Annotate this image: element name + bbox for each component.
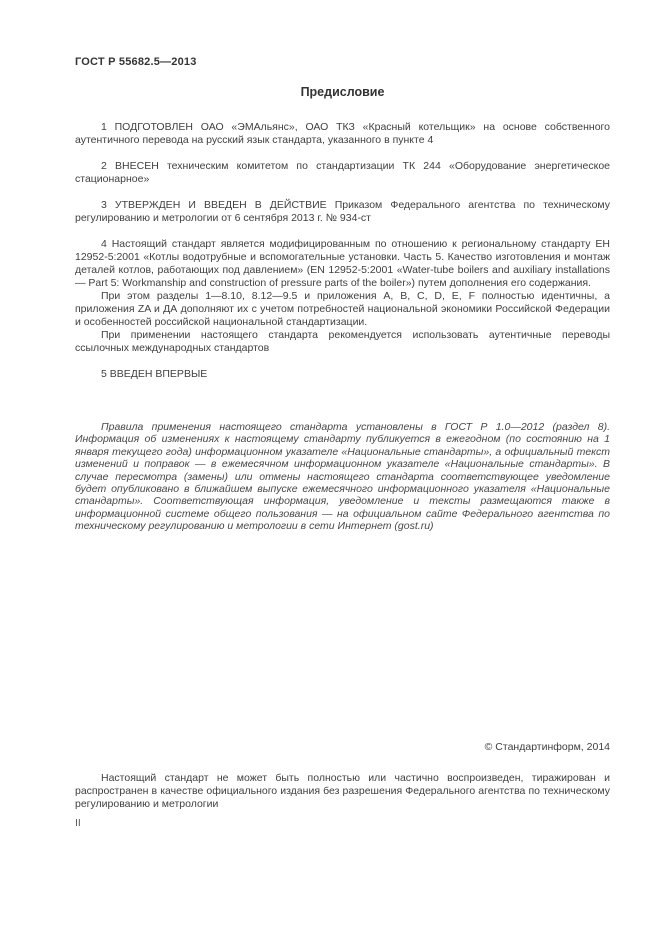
copyright-line: © Стандартинформ, 2014 bbox=[484, 740, 610, 753]
page-number: II bbox=[75, 816, 81, 829]
preface-item-4-continuation-1: При этом разделы 1—8.10, 8.12—9.5 и приложения A, B, C, D, E, F полностью идентичны, а приложения ZA и ДА дополняют их с учетом потребностей национальной экономики Российской Федерации и особенностей российской национальной стандартизации. bbox=[75, 290, 610, 328]
reproduction-restriction: Настоящий стандарт не может быть полностью или частично воспроизведен, тиражирован и распространен в качестве официального издания без разрешения Федерального агентства по техническому регулированию и метрологии bbox=[75, 771, 610, 810]
preface-item-2: 2 ВНЕСЕН техническим комитетом по стандартизации ТК 244 «Оборудование энергетическое стационарное» bbox=[75, 160, 610, 185]
standard-application-note: Правила применения настоящего стандарта установлены в ГОСТ Р 1.0—2012 (раздел 8). Информация об изменениях к настоящему стандарту публикуется в ежегодном (по состоянию на 1 января текущего года) информационном указателе «Национальные стандарты», а официальный текст изменений и поправок — в ежемесячном информационном указателе «Национальные стандарты». В случае пересмотра (замены) или отмены настоящего стандарта соответствующее уведомление будет опубликовано в ближайшем выпуске ежемесячного информационного указателя «Национальные стандарты». Соответствующая информация, уведомление и тексты размещаются также в информационной системе общего пользования — на официальном сайте Федерального агентства по техническому регулированию и метрологии в сети Интернет (gost.ru) bbox=[75, 421, 610, 533]
preface-item-4: 4 Настоящий стандарт является модифицированным по отношению к региональному стандарту ЕН 12952-5:2001 «Котлы водотрубные и вспомогательные установки. Часть 5. Качество изготовления и монтаж деталей котлов, работающих под давлением» (EN 12952-5:2001 «Water-tube boilers and auxiliary installations — Part 5: Workmanship and construction of pressure parts of the boiler») путем дополнения его содержания. bbox=[75, 238, 610, 289]
preface-item-1: 1 ПОДГОТОВЛЕН ОАО «ЭМАльянс», ОАО ТКЗ «Красный котельщик» на основе собственного аутентичного перевода на русский язык стандарта, указанного в пункте 4 bbox=[75, 121, 610, 146]
preface-item-4-continuation-2: При применении настоящего стандарта рекомендуется использовать аутентичные переводы ссылочных международных стандартов bbox=[75, 329, 610, 354]
preface-item-3: 3 УТВЕРЖДЕН И ВВЕДЕН В ДЕЙСТВИЕ Приказом Федерального агентства по техническому регулированию и метрологии от 6 сентября 2013 г. № 934-ст bbox=[75, 199, 610, 224]
preface-item-5: 5 ВВЕДЕН ВПЕРВЫЕ bbox=[101, 368, 208, 380]
doc-code: ГОСТ Р 55682.5—2013 bbox=[75, 56, 197, 68]
preface-title: Предисловие bbox=[300, 85, 385, 99]
